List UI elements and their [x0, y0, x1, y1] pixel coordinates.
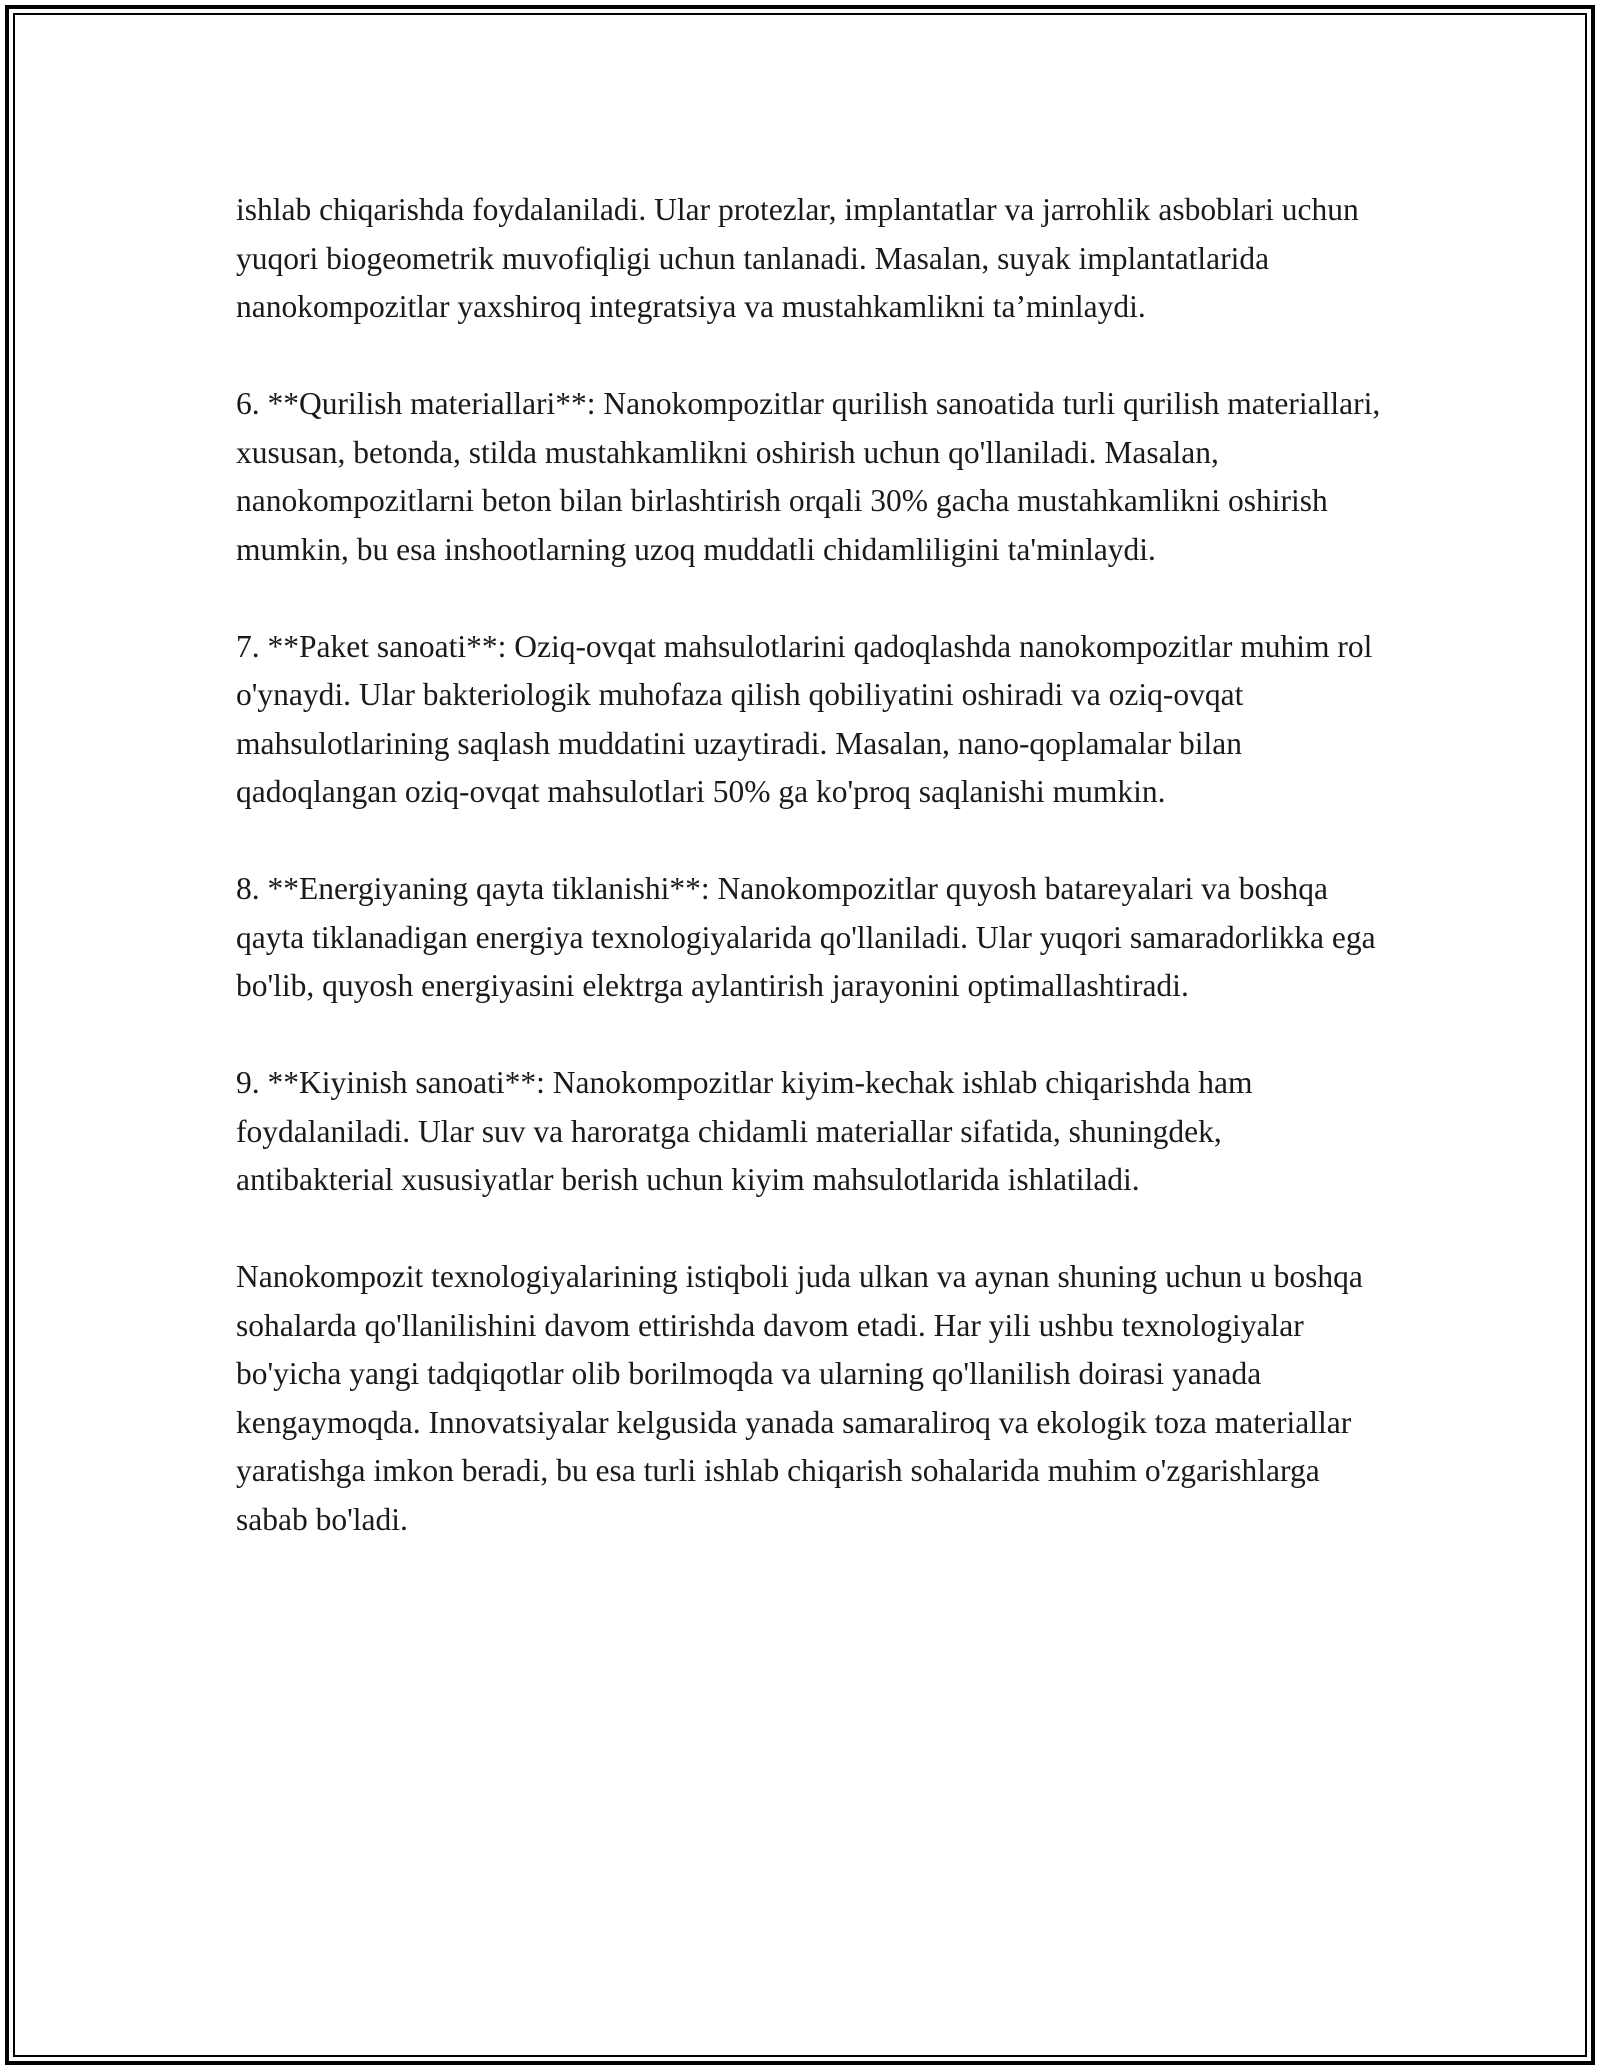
paragraph-intro-continuation: ishlab chiqarishda foydalaniladi. Ular protezlar, implantatlar va jarrohlik asboblari uchun yuqori biogeometrik muvofiqligi uchun tanlanadi. Masalan, suyak implantatlarida nanokompozitlar yaxshiroq integratsiya va mustahkamlikni ta’minlaydi. [236, 192, 1359, 324]
paragraph-item-9-clothing: 9. **Kiyinish sanoati**: Nanokompozitlar kiyim-kechak ishlab chiqarishda ham foydalaniladi. Ular suv va haroratga chidamli materiallar sifatida, shuningdek, antibakterial xususiyatlar berish uchun kiyim mahsulotlarida ishlatiladi. [236, 1065, 1253, 1197]
document-body [236, 186, 1386, 1593]
paragraph-item-6-construction: 6. **Qurilish materiallari**: Nanokompozitlar qurilish sanoatida turli qurilish materiallari, xususan, betonda, stilda mustahkamlikni oshirish uchun qo'llaniladi. Masalan, nanokompozitlarni beton bilan birlashtirish orqali 30% gacha mustahkamlikni oshirish mumkin, bu esa inshootlarning uzoq muddatli chidamliligini ta'minlaydi. [236, 386, 1381, 567]
paragraph-conclusion: Nanokompozit texnologiyalarining istiqboli juda ulkan va aynan shuning uchun u boshqa sohalarda qo'llanilishini davom ettirishda davom etadi. Har yili ushbu texnologiyalar bo'yicha yangi tadqiqotlar olib borilmoqda va ularning qo'llanilish doirasi yanada kengaymoqda. Innovatsiyalar kelgusida yanada samaraliroq va ekologik toza materiallar yaratishga imkon beradi, bu esa turli ishlab chiqarish sohalarida muhim o'zgarishlarga sabab bo'ladi. [236, 1259, 1363, 1537]
paragraph-item-7-packaging: 7. **Paket sanoati**: Oziq-ovqat mahsulotlarini qadoqlashda nanokompozitlar muhim rol o'ynaydi. Ular bakteriologik muhofaza qilish qobiliyatini oshiradi va oziq-ovqat mahsulotlarining saqlash muddatini uzaytiradi. Masalan, nano-qoplamalar bilan qadoqlangan oziq-ovqat mahsulotlari 50% ga ko'proq saqlanishi mumkin. [236, 628, 1373, 809]
paragraph-item-8-energy: 8. **Energiyaning qayta tiklanishi**: Nanokompozitlar quyosh batareyalari va boshqa qayta tiklanadigan energiya texnologiyalarida qo'llaniladi. Ular yuqori samaradorlikka ega bo'lib, quyosh energiyasini elektrga aylantirish jarayonini optimallashtiradi. [236, 871, 1376, 1003]
